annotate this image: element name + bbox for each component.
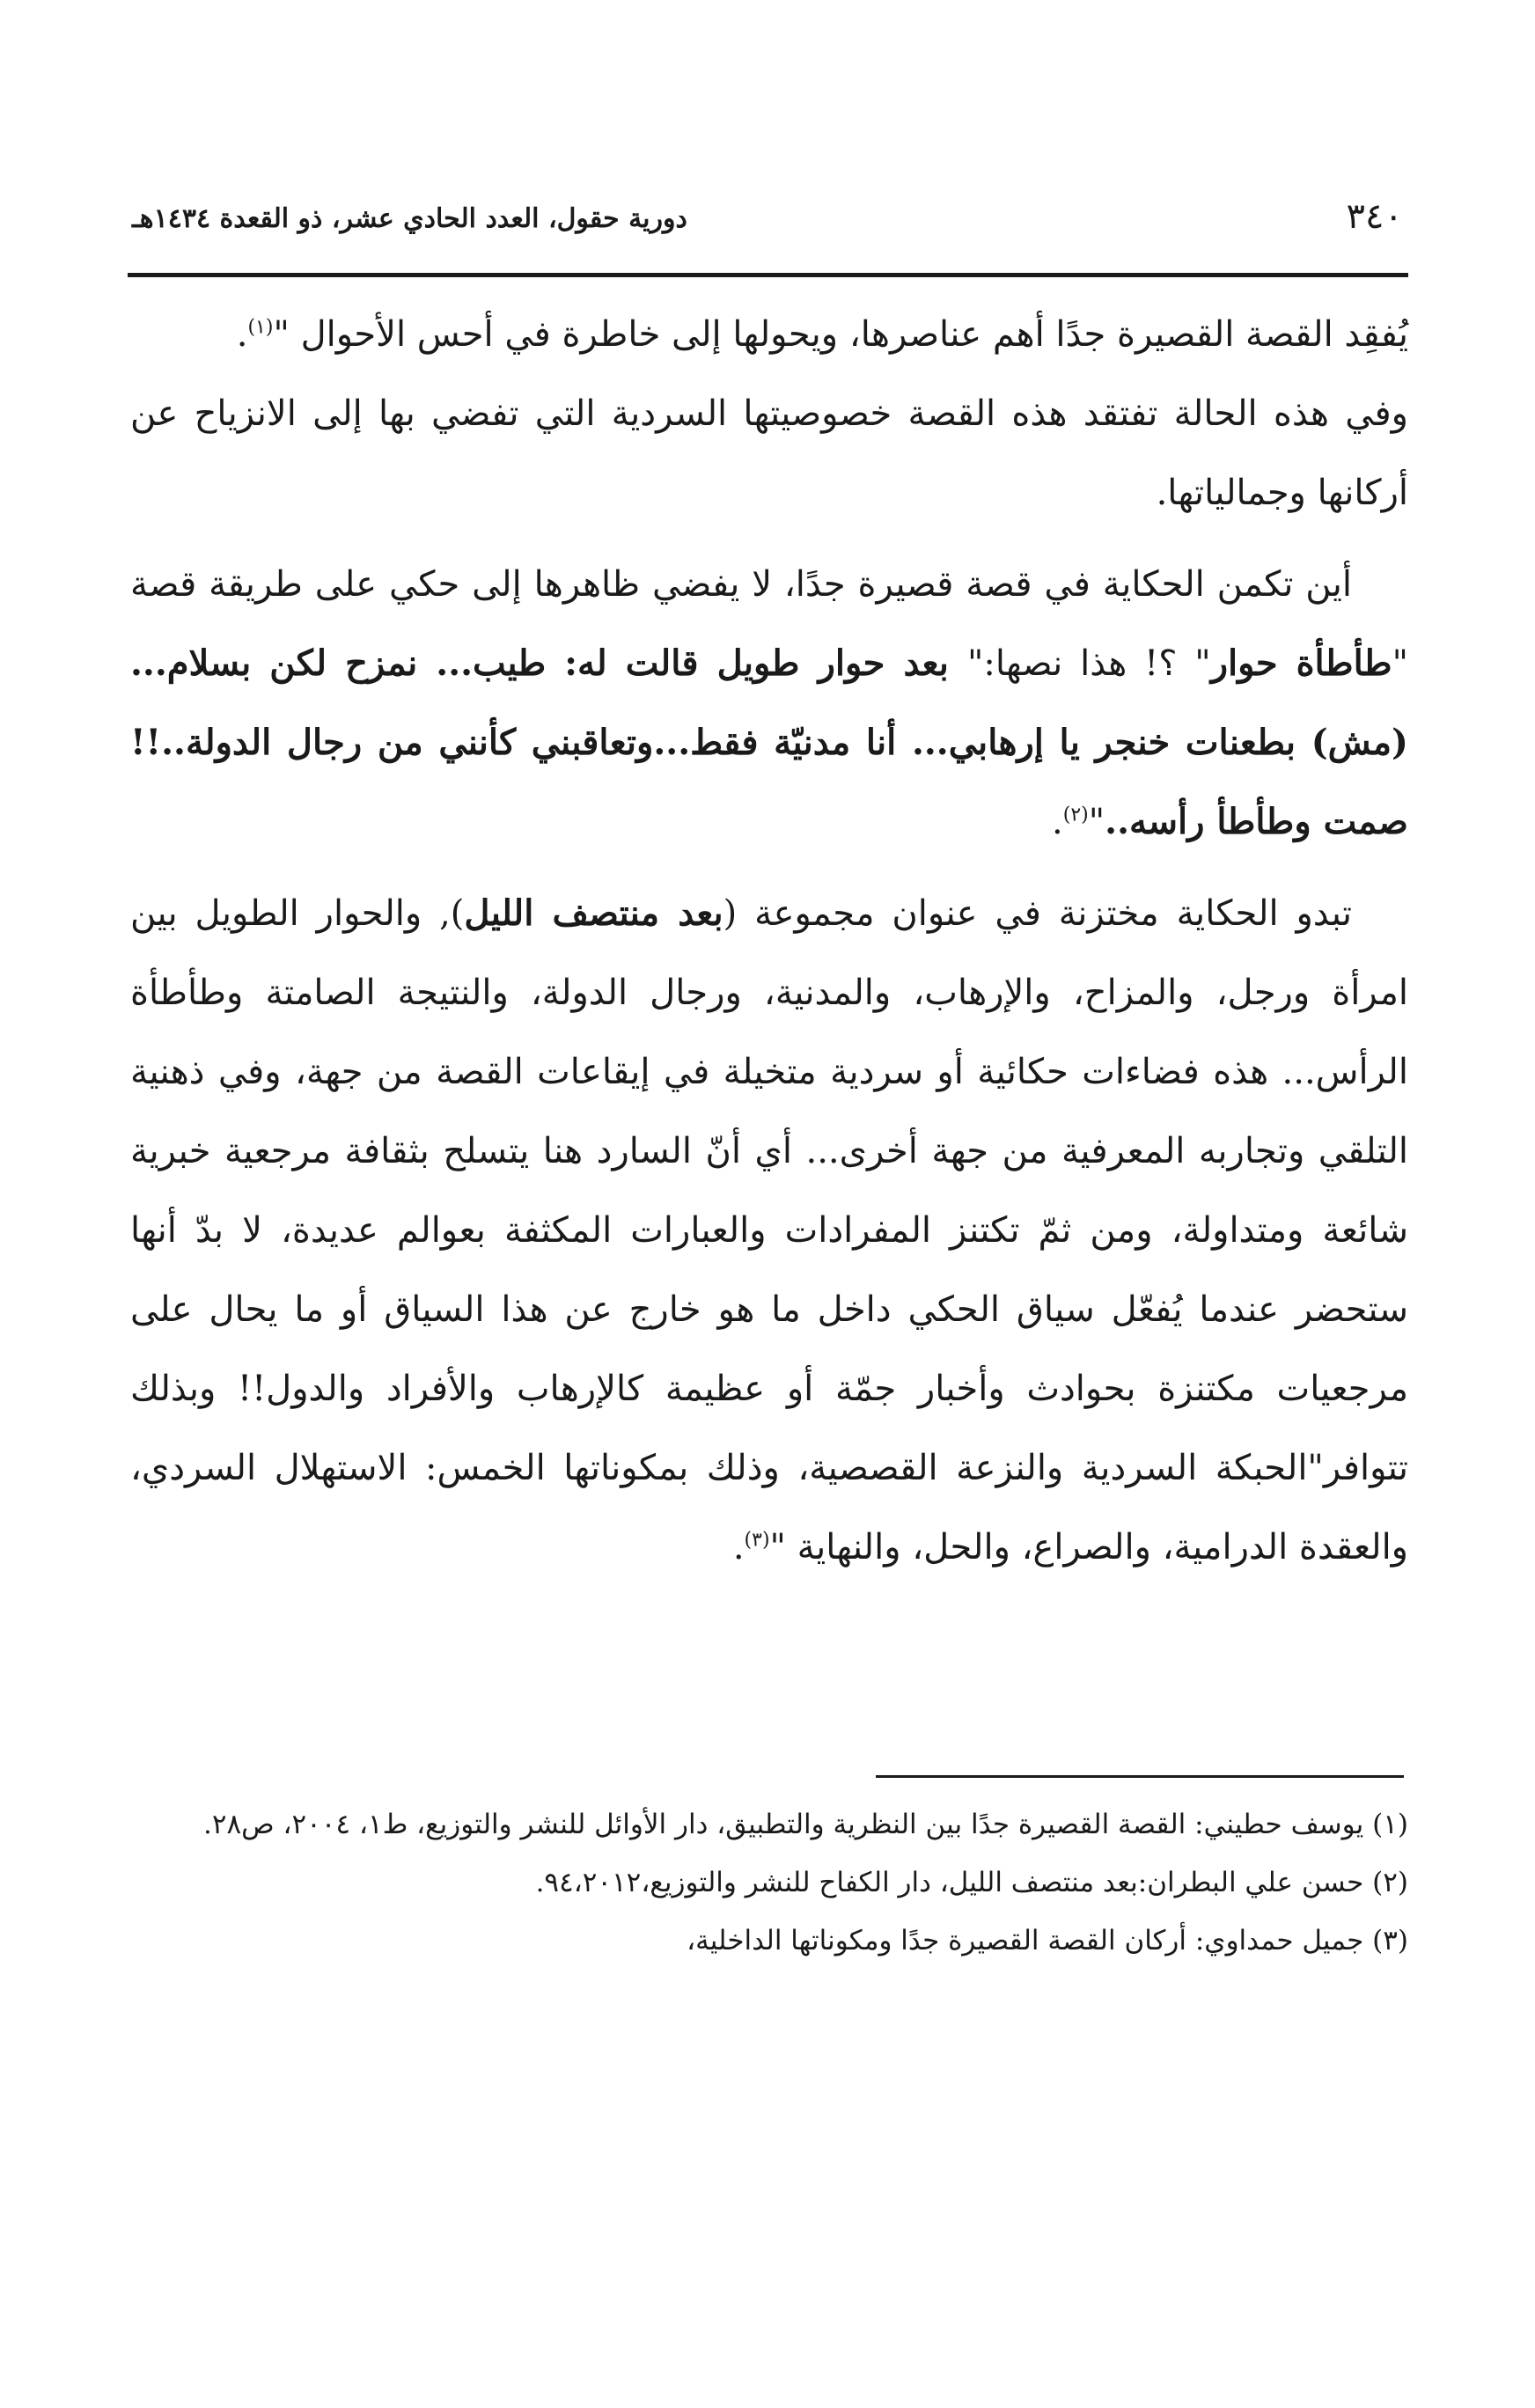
footnote-ref-3: (٣) <box>744 1529 770 1552</box>
paragraph-3-intro: أين تكمن الحكاية في قصة قصيرة جدًا، لا يفضي ظاهرها إلى حكي على طريقة قصة " <box>130 564 1409 684</box>
footnote-1: (١) يوسف حطيني: القصة القصيرة جدًا بين النظرية والتطبيق، دار الأوائل للنشر والتوزيع، ط١، ٢٠٠٤، ص٢٨. <box>202 1809 1408 1840</box>
footnotes <box>130 1795 1408 1970</box>
paragraph-3-end: . <box>1052 802 1063 842</box>
paragraph-1-text: يُفقِد القصة القصيرة جدًا أهم عناصرها، ويحولها إلى خاطرة في أحس الأحوال " <box>273 314 1408 355</box>
paragraph-4-intro: تبدو الحكاية مختزنة في عنوان مجموعة ( <box>723 893 1353 934</box>
collection-title: بعد منتصف الليل <box>464 892 723 934</box>
footnote-2: (٢) حسن علي البطران:بعد منتصف الليل، دار الكفاح للنشر والتوزيع،٩٤،٢٠١٢. <box>535 1867 1408 1898</box>
paragraph-1 <box>130 295 1408 532</box>
running-title: دورية حقول، العدد الحادي عشر، ذو القعدة ١٤٣٤هـ <box>132 203 687 234</box>
story-title: طأطأة حوار <box>1210 642 1392 684</box>
page-header <box>132 189 1403 251</box>
main-text <box>130 295 1408 1599</box>
footnote-ref-2: (٢) <box>1062 804 1089 826</box>
paragraph-2-text: وفي هذه الحالة تفتقد هذه القصة خصوصيتها السردية التي تفضي بها إلى الانزياح عن أركانها وجمالياتها. <box>130 393 1408 513</box>
paragraph-4-body: ), والحوار الطويل بين امرأة ورجل، والمزاح، والإرهاب، والمدنية، ورجال الدولة، والنتيجة الصامتة وطأطأة الرأس... هذه فضاءات حكائية أو سردية متخيلة في إيقاعات القصة من جهة، وفي ذهنية التلقي وتجاربه المعرفية من جهة أخرى... أي أنّ السارد هنا يتسلح بثقافة مرجعية خبرية شائعة ومتداولة، ومن ثمّ تكتنز المفرادات والعبارات المكثفة بعوالم عديدة، لا بدّ أنها ستحضر عندما يُفعّل سياق الحكي داخل ما هو خارج عن هذا السياق أو ما يحال على مرجعيات مكتنزة بحوادث وأخبار جمّة أو عظيمة كالإرهاب والأفراد والدول!! وبذلك تتوافر"الحبكة السردية والنزعة القصصية، وذلك بمكوناتها الخمس: الاستهلال السردي، والعقدة الدرامية، والصراع، والحل، والنهاية " <box>130 893 1409 1567</box>
paragraph-3 <box>130 545 1408 862</box>
footnote-ref-1: (١) <box>247 316 274 339</box>
page-number: ٣٤٠ <box>1346 196 1403 237</box>
paragraph-3-mid: " ؟! هذا نصها:" <box>966 643 1211 684</box>
paragraph-3-close: " <box>1088 802 1105 842</box>
header-rule <box>128 273 1408 277</box>
paragraph-4 <box>130 874 1408 1587</box>
paragraph-4-end: . <box>732 1527 745 1567</box>
footnote-3: (٣) جميل حمداوي: أركان القصة القصيرة جدًا ومكوناتها الداخلية، <box>687 1925 1408 1956</box>
paragraph-1-end: . <box>236 314 248 355</box>
story-quote: بعد حوار طويل قالت له: طيب... نمزح لكن بسلام...(مش) بطعنات خنجر يا إرهابي... أنا مدنيّة فقط...وتعاقبني كأنني من رجال الدولة..!! صمت وطأطأ رأسه.. <box>130 642 1408 842</box>
footnote-rule <box>876 1775 1404 1778</box>
